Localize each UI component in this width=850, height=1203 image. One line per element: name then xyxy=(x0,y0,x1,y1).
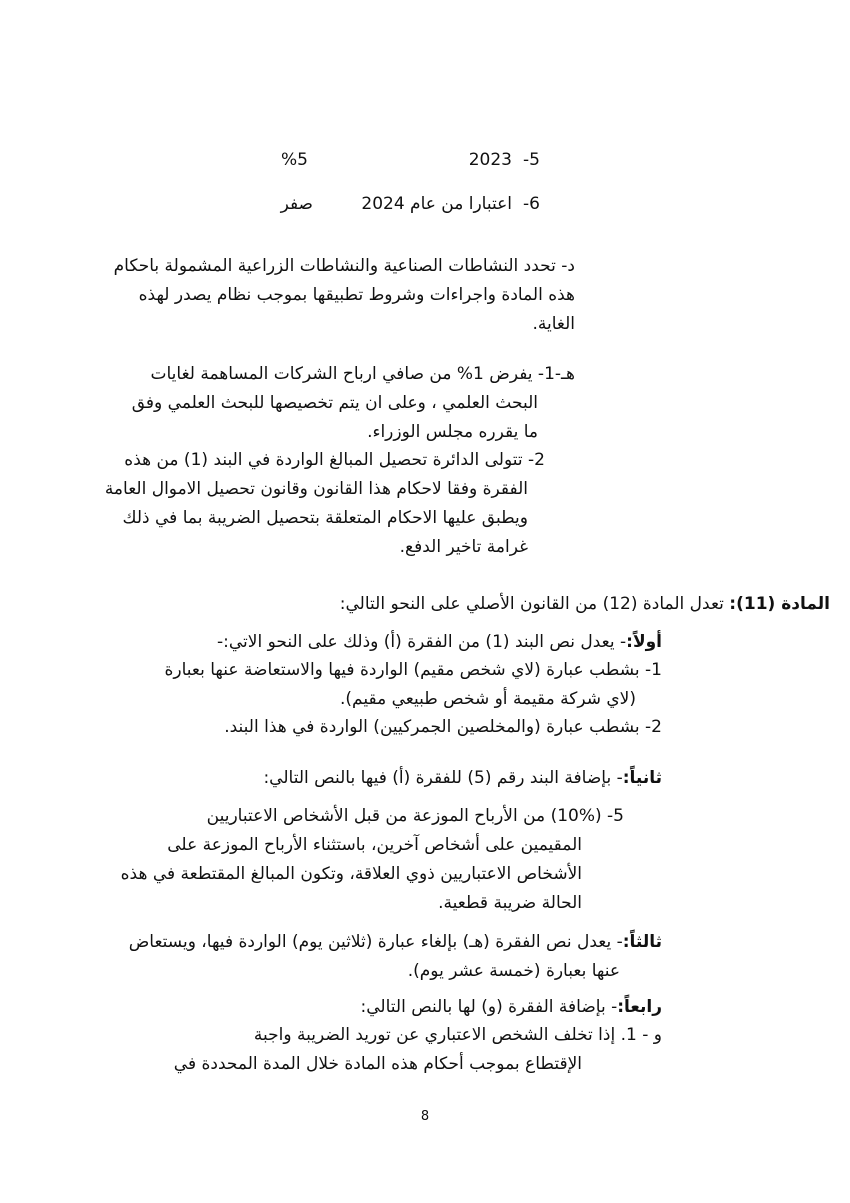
section-text: - بإضافة البند رقم (5) للفقرة (أ) فيها بالنص التالي: xyxy=(263,768,623,788)
first-item-1-line: (لاي شركة مقيمة أو شخص طبيعي مقيم). xyxy=(340,689,636,709)
second-item-5-line: الحالة ضريبة قطعية. xyxy=(438,893,582,913)
paragraph-line: ويطبق عليها الاحكام المتعلقة بتحصيل الضريبة بما في ذلك xyxy=(122,508,528,528)
page-number: 8 xyxy=(420,1109,430,1124)
rate-row-num: 5- xyxy=(523,150,540,170)
second-item-5-line: الأشخاص الاعتباريين ذوي العلاقة، وتكون المبالغ المقتطعة في هذه xyxy=(120,864,582,884)
first-item-1-line: 1- بشطب عبارة (لاي شخص مقيم) الواردة فيها والاستعاضة عنها بعبارة xyxy=(164,660,662,680)
article-text: تعدل المادة (12) من القانون الأصلي على النحو التالي: xyxy=(339,594,730,614)
second-item-5-line: المقيمين على أشخاص آخرين، باستثناء الأرباح الموزعة على xyxy=(167,835,582,855)
rate-row-num: 6- xyxy=(523,194,540,214)
rate-row-year: اعتبارا من عام 2024 xyxy=(361,194,512,214)
fourth-line: الإقتطاع بموجب أحكام هذه المادة خلال المدة المحددة في xyxy=(173,1054,582,1074)
paragraph-line: الغاية. xyxy=(532,314,575,334)
article-label: المادة (11): xyxy=(729,594,830,614)
section-label: رابعاً: xyxy=(617,997,662,1017)
first-item-2: 2- بشطب عبارة (والمخلصين الجمركيين) الواردة في هذا البند. xyxy=(224,717,662,737)
paragraph-line: هـ-1- يفرض 1% من صافي ارباح الشركات المساهمة لغايات xyxy=(150,364,575,384)
rate-row-year: 2023 xyxy=(468,150,512,170)
section-label: ثالثاً: xyxy=(622,932,662,952)
section-fourth-heading xyxy=(361,993,663,1022)
section-third-heading xyxy=(129,928,662,957)
section-label: أولاً: xyxy=(626,632,662,652)
section-text: - يعدل نص البند (1) من الفقرة (أ) وذلك على النحو الاتي:- xyxy=(216,632,627,652)
section-label: ثانياً: xyxy=(622,768,662,788)
third-line: عنها بعبارة (خمسة عشر يوم). xyxy=(407,961,620,981)
section-text: - بإضافة الفقرة (و) لها بالنص التالي: xyxy=(360,997,618,1017)
section-second-heading xyxy=(263,764,662,793)
rate-row-rate: صفر xyxy=(280,194,313,214)
paragraph-line: ما يقرره مجلس الوزراء. xyxy=(367,422,538,442)
paragraph-line: غرامة تاخير الدفع. xyxy=(399,537,528,557)
paragraph-line: د- تحدد النشاطات الصناعية والنشاطات الزراعية المشمولة باحكام xyxy=(113,256,575,276)
paragraph-line: الفقرة وفقا لاحكام هذا القانون وقانون تحصيل الاموال العامة xyxy=(104,479,528,499)
section-text: - يعدل نص الفقرة (هـ) بإلغاء عبارة (ثلاثين يوم) الواردة فيها، ويستعاض xyxy=(128,932,623,952)
paragraph-line: هذه المادة واجراءات وشروط تطبيقها بموجب نظام يصدر لهذه xyxy=(138,285,575,305)
paragraph-line: البحث العلمي ، وعلى ان يتم تخصيصها للبحث العلمي وفق xyxy=(131,393,538,413)
rate-row-rate: %5 xyxy=(281,150,308,170)
second-item-5-line: 5- (10%) من الأرباح الموزعة من قبل الأشخاص الاعتباريين xyxy=(206,806,624,826)
article-11-heading xyxy=(340,590,830,619)
fourth-line: و - 1. إذا تخلف الشخص الاعتباري عن توريد الضريبة واجبة xyxy=(253,1025,662,1045)
paragraph-line: 2- تتولى الدائرة تحصيل المبالغ الواردة في البند (1) من هذه xyxy=(124,450,545,470)
section-first-heading xyxy=(217,628,662,657)
